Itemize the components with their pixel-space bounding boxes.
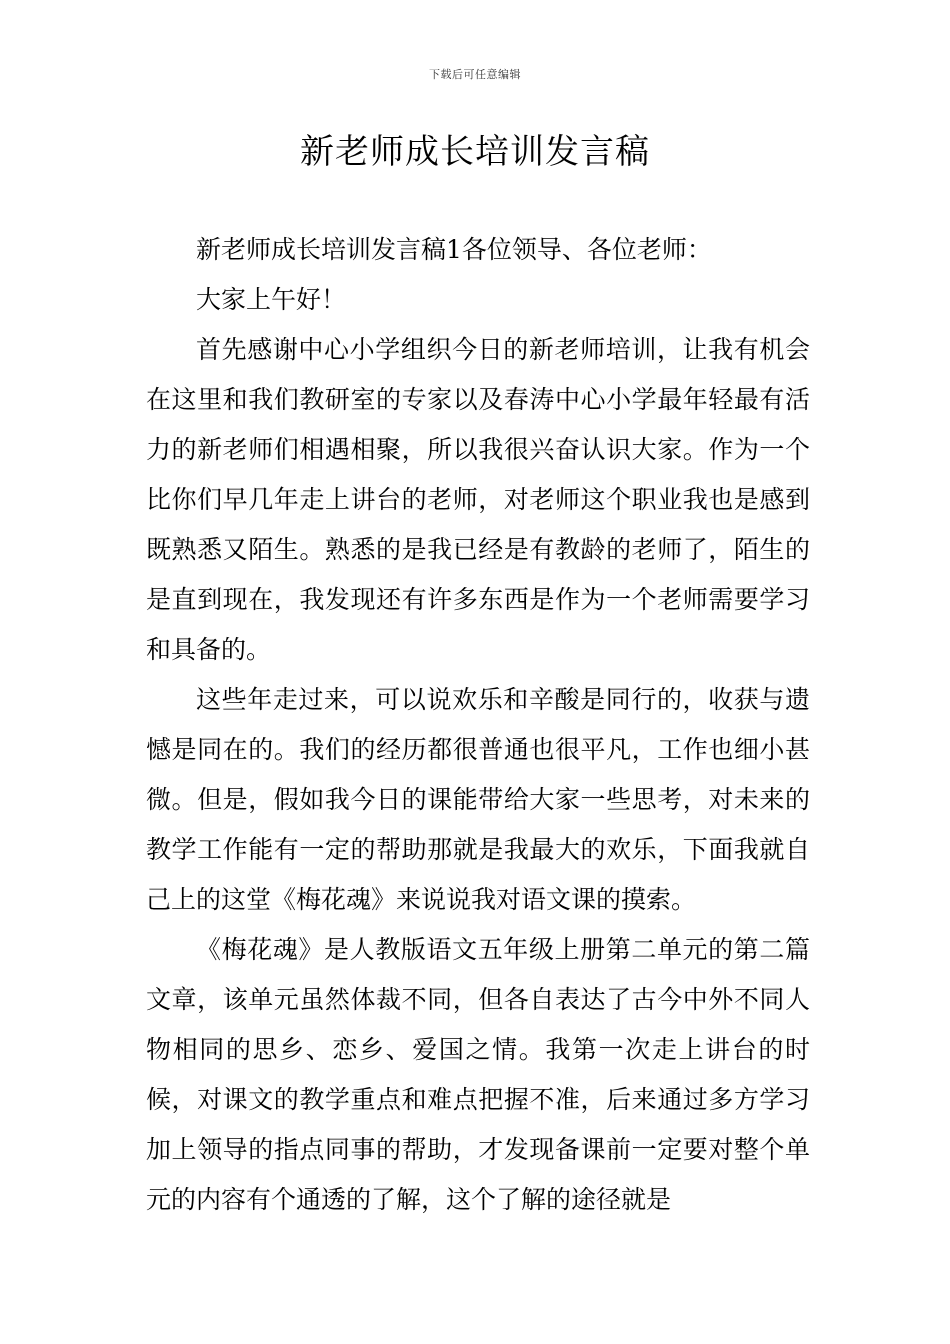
paragraph: 首先感谢中心小学组织今日的新老师培训，让我有机会在这里和我们教研室的专家以及春涛中心小学最年轻最有活力的新老师们相遇相聚，所以我很兴奋认识大家。作为一个比你们早几年走上讲台的老师，对老师这个职业我也是感到既熟悉又陌生。熟悉的是我已经是有教龄的老师了，陌生的是直到现在，我发现还有许多东西是作为一个老师需要学习和具备的。 [146,335,810,664]
document-body [146,225,810,1225]
header-note: 下载后可任意编辑 [429,68,521,81]
document-title: 新老师成长培训发言稿 [300,132,650,172]
paragraph: 《梅花魂》是人教版语文五年级上册第二单元的第二篇文章，该单元虽然体裁不同，但各自表达了古今中外不同人物相同的思乡、恋乡、爱国之情。我第一次走上讲台的时候，对课文的教学重点和难点把握不准，后来通过多方学习加上领导的指点同事的帮助，才发现备课前一定要对整个单元的内容有个通透的了解，这个了解的途径就是 [146,935,810,1214]
paragraph-greeting: 大家上午好！ [196,285,347,314]
paragraph-salutation: 新老师成长培训发言稿1各位领导、各位老师： [196,235,712,264]
paragraph: 这些年走过来，可以说欢乐和辛酸是同行的，收获与遗憾是同在的。我们的经历都很普通也很平凡，工作也细小甚微。但是，假如我今日的课能带给大家一些思考，对未来的教学工作能有一定的帮助那就是我最大的欢乐，下面我就自己上的这堂《梅花魂》来说说我对语文课的摸索。 [146,685,810,914]
